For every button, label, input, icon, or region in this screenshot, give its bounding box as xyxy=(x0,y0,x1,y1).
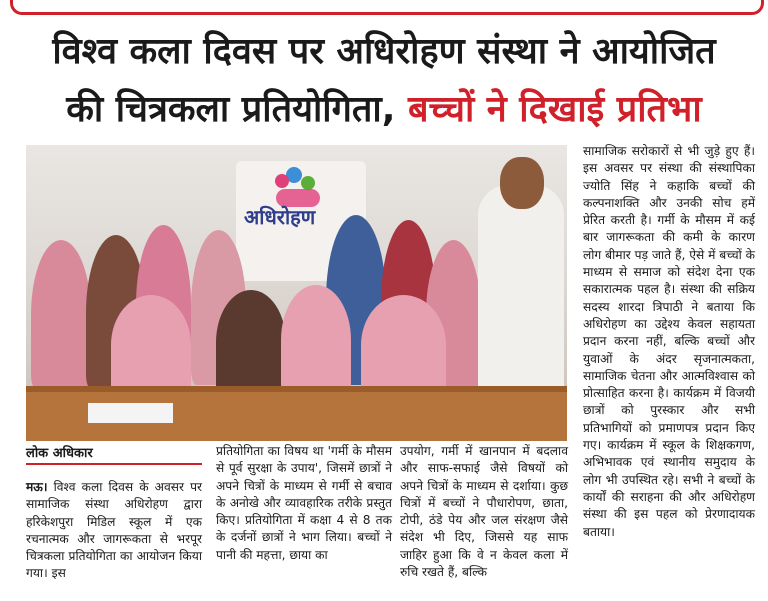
column-1-text: विश्व कला दिवस के अवसर पर सामाजिक संस्था अधिरोहण द्वारा हरिकेशपुरा मिडिल स्कूल में एक रचनात्मक और जागरूकता से भरपूर चित्रकला प्रतियोगिता का आयोजन किया गया। इस xyxy=(26,480,202,581)
person xyxy=(216,290,286,395)
headline-line-1: विश्व कला दिवस पर अधिरोहण संस्था ने आयोजित xyxy=(52,31,716,72)
top-frame-border xyxy=(10,0,764,15)
dateline: मऊ। xyxy=(26,480,48,494)
column-4-text: सामाजिक सरोकारों से भी जुड़े हुए हैं। इस अवसर पर संस्था की संस्थापिका ज्योति सिंह ने कहाकि बच्चों की कल्पनाशक्ति और उनकी सोच हमें प्रेरित करती है। गर्मी के मौसम में कई बार जागरूकता की कमी के कारण लोग बीमार पड़ जाते हैं, ऐसे में बच्चों के माध्यम से समाज को संदेश देना एक सकारात्मक पहल है। संस्था की सक्रिय सदस्य शारदा त्रिपाठी ने बताया कि अधिरोहण का उद्देश्य केवल सहायता प्रदान करना नहीं, बल्कि बच्चों और युवाओं के अंदर सृजनात्मकता, सामाजिक चेतना और आत्मविश्वास को प्रोत्साहित करना है। कार्यक्रम में विजयी छात्रों को पुरस्कार और सभी प्रतिभागियों को प्रमाणपत्र प्रदान किए गए। कार्यक्रम में स्कूल के शिक्षकगण, अभिभावक एवं स्थानीय समुदाय के लोग भी उपस्थित रहे। सभी ने बच्चों के कार्यों की सराहना की और अधिरोहण संस्था की इस पहल को प्रेरणादायक बताया। xyxy=(583,144,755,539)
article-column-3 xyxy=(400,443,568,581)
person xyxy=(31,240,91,390)
person xyxy=(281,285,351,395)
logo-text: अधिरोहण xyxy=(244,205,316,229)
person-head xyxy=(500,157,544,209)
column-3-text: उपयोग, गर्मी में खानपान में बदलाव और साफ-सफाई जैसे विषयों को अपने चित्रों के माध्यम से दर्शाया। कुछ चित्रों में बच्चों ने पौधारोपण, छाता, टोपी, ठंडे पेय और जल संरक्षण जैसे संदेश भी दिए, जिससे यह साफ जाहिर हुआ कि वे न केवल कला में रुचि रखते हैं, बल्कि xyxy=(400,444,568,580)
headline-line-2 xyxy=(0,83,768,132)
drawing-paper xyxy=(88,403,173,423)
headline-black-part: की चित्रकला प्रतियोगिता, xyxy=(66,89,396,130)
byline: लोक अधिकार xyxy=(26,446,93,461)
article-column-2 xyxy=(216,443,392,564)
byline-rule xyxy=(26,463,202,465)
person xyxy=(361,295,446,395)
article-column-1 xyxy=(26,479,202,583)
headline-red-part: बच्चों ने दिखाई प्रतिभा xyxy=(407,89,702,130)
article-column-4 xyxy=(583,143,755,541)
person xyxy=(111,295,191,395)
news-photo xyxy=(26,145,567,441)
column-2-text: प्रतियोगिता का विषय था 'गर्मी के मौसम से पूर्व सुरक्षा के उपाय', जिसमें छात्रों ने अपने चित्रों के माध्यम से गर्मी से बचाव के अनोखे और व्यावहारिक तरीके प्रस्तुत किए। प्रतियोगिता में कक्षा 4 से 8 तक के दर्जनों छात्रों ने भाग लिया। बच्चों ने पानी की महत्ता, छाया का xyxy=(216,444,392,562)
